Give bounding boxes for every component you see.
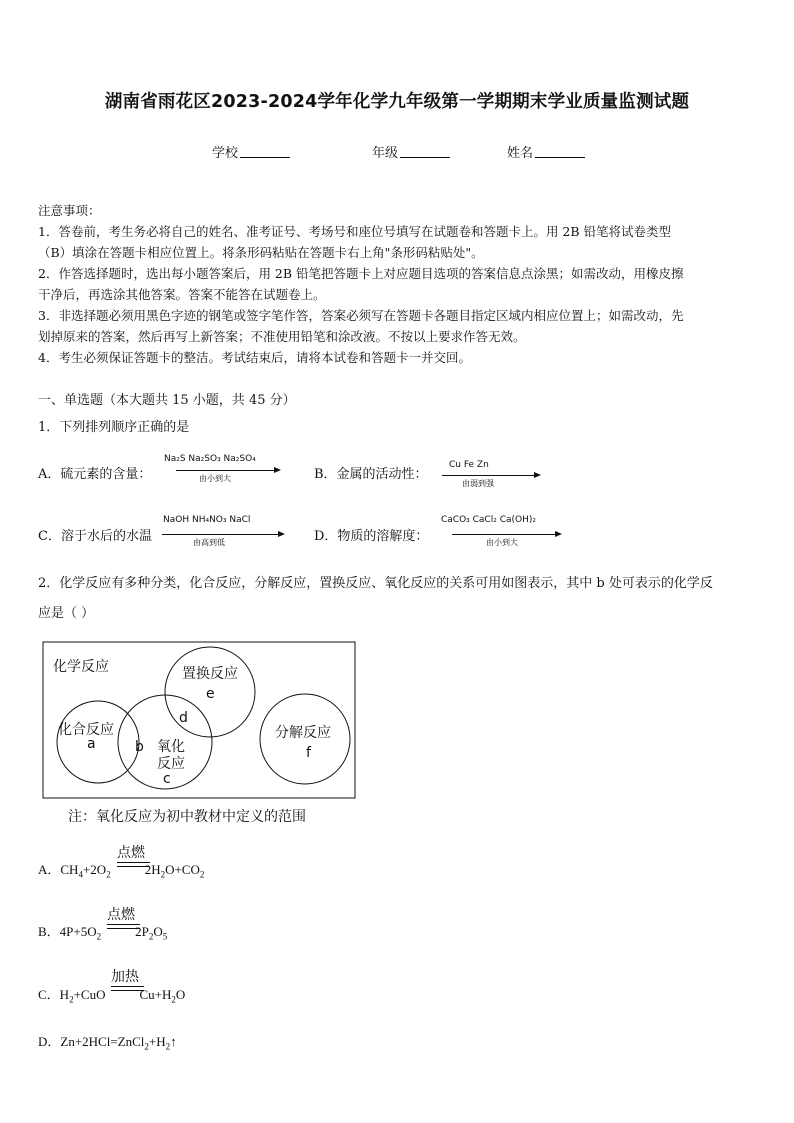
- q1-option-d-label: D．物质的溶解度：: [314, 529, 429, 544]
- diagram-oxidation-label-1: 氧化: [157, 739, 185, 755]
- page-title: 湖南省雨花区2023-2024学年化学九年级第一学期期末学业质量监测试题: [104, 92, 690, 112]
- grade-blank[interactable]: [400, 145, 450, 158]
- diagram-region-f: f: [306, 745, 311, 761]
- name-label: 姓名: [507, 146, 534, 161]
- diagram-region-c: c: [163, 771, 171, 787]
- notice-line-4: 干净后，再选涂其他答案。答案不能答在试题卷上。: [38, 287, 326, 302]
- q1-stem: 1．下列排列顺序正确的是: [38, 420, 190, 435]
- name-field[interactable]: [507, 142, 585, 161]
- q1-option-b-label: B．金属的活动性：: [314, 467, 428, 482]
- q2-option-d-label: D．: [38, 1034, 61, 1049]
- q1-option-d-arrow: [452, 534, 555, 535]
- q1-option-d-top: CaCO₃ CaCl₂ Ca(OH)₂: [441, 515, 536, 525]
- notice-line-6: 划掉原来的答案，然后再写上新答案；不准使用铅笔和涂改液。不按以上要求作答无效。: [38, 329, 526, 344]
- q1-option-a-bottom: 由小到大: [199, 474, 231, 483]
- grade-label: 年级: [372, 146, 399, 161]
- q2-stem-line1: 2．化学反应有多种分类，化合反应，分解反应，置换反应、氧化反应的关系可用如图表示，其中 b 处可表示的化学反: [38, 576, 713, 591]
- school-label: 学校: [212, 146, 239, 161]
- name-blank[interactable]: [535, 145, 585, 158]
- q2-option-a: A．$CH_4+2O_2$ $2H_2O+CO_2$: [38, 862, 205, 880]
- school-field[interactable]: [212, 142, 290, 161]
- q1-option-a-arrowhead: [274, 467, 281, 473]
- q1-option-a-label: A．硫元素的含量：: [38, 467, 152, 482]
- q2-option-c: C．$H_2+CuO$ $Cu+H_2O$: [38, 987, 186, 1005]
- diagram-displacement-label: 置换反应: [182, 666, 238, 682]
- notice-line-1: 1．答卷前，考生务必将自己的姓名、准考证号、考场号和座位号填写在试题卷和答题卡上。用 2B 铅笔将试卷类型: [38, 224, 672, 239]
- q2-option-d: D．$Zn+2HCl=ZnCl_2+H_2↑$: [38, 1034, 177, 1052]
- q1-option-d-arrowhead: [555, 531, 562, 537]
- notice-heading: 注意事项：: [38, 203, 101, 218]
- diagram-caption: 注：氧化反应为初中教材中定义的范围: [68, 809, 306, 825]
- q1-option-c-arrowhead: [278, 531, 285, 537]
- q1-option-c-bottom: 由高到低: [193, 538, 225, 547]
- q1-option-c-label: C．溶于水后的水温: [38, 529, 152, 544]
- notice-line-5: 3．非选择题必须用黑色字迹的钢笔或签字笔作答，答案必须写在答题卡各题目指定区域内相应位置上；如需改动，先: [38, 308, 684, 323]
- q1-option-a-top: Na₂S Na₂SO₃ Na₂SO₄: [164, 454, 256, 464]
- notice-line-2: （B）填涂在答题卡相应位置上。将条形码粘贴在答题卡右上角"条形码粘贴处"。: [38, 245, 484, 260]
- q1-option-c-top: NaOH NH₄NO₃ NaCl: [163, 515, 251, 525]
- diagram-combination-label: 化合反应: [58, 722, 114, 738]
- q2-option-b: B．$4P+5O_2$ $2P_2O_5$: [38, 924, 168, 942]
- q2-option-a-label: A．: [38, 862, 61, 877]
- section-heading: 一、单选题（本大题共 15 小题，共 45 分）: [38, 393, 296, 408]
- q1-option-a-arrow: [176, 470, 274, 471]
- diagram-decomposition-label: 分解反应: [275, 725, 331, 741]
- diagram-region-a: a: [87, 736, 96, 752]
- notice-line-3: 2．作答选择题时，选出每小题答案后，用 2B 铅笔把答题卡上对应题目选项的答案信息点涂黑；如需改动，用橡皮擦: [38, 266, 684, 281]
- q2-option-a-condition: 点燃: [117, 845, 145, 861]
- combination-circle: [57, 701, 139, 783]
- q1-option-c-arrow: [162, 534, 278, 535]
- diagram-outer-label: 化学反应: [53, 659, 109, 675]
- diagram-region-e: e: [206, 686, 215, 702]
- diagram-region-b: b: [135, 739, 144, 755]
- q2-option-c-equals: [111, 986, 144, 991]
- q2-option-b-label: B．: [38, 924, 60, 939]
- q2-option-c-condition: 加热: [111, 969, 139, 985]
- q2-stem-line2: 应是（ ）: [38, 606, 95, 621]
- q2-option-c-label: C．: [38, 987, 60, 1002]
- q1-option-b-arrowhead: [534, 472, 541, 478]
- grade-field[interactable]: [372, 142, 450, 161]
- diagram-region-d: d: [179, 710, 188, 726]
- q2-option-b-equals: [107, 924, 140, 929]
- q2-option-b-condition: 点燃: [107, 907, 135, 923]
- school-blank[interactable]: [240, 145, 290, 158]
- diagram-oxidation-label-2: 反应: [157, 756, 185, 772]
- q1-option-b-top: Cu Fe Zn: [449, 460, 489, 470]
- notice-line-7: 4．考生必须保证答题卡的整洁。考试结束后，请将本试卷和答题卡一并交回。: [38, 350, 471, 365]
- q1-option-b-arrow: [442, 475, 534, 476]
- q2-option-a-equals: [117, 862, 150, 867]
- q1-option-d-bottom: 由小到大: [486, 538, 518, 547]
- q1-option-b-bottom: 由弱到强: [462, 479, 494, 488]
